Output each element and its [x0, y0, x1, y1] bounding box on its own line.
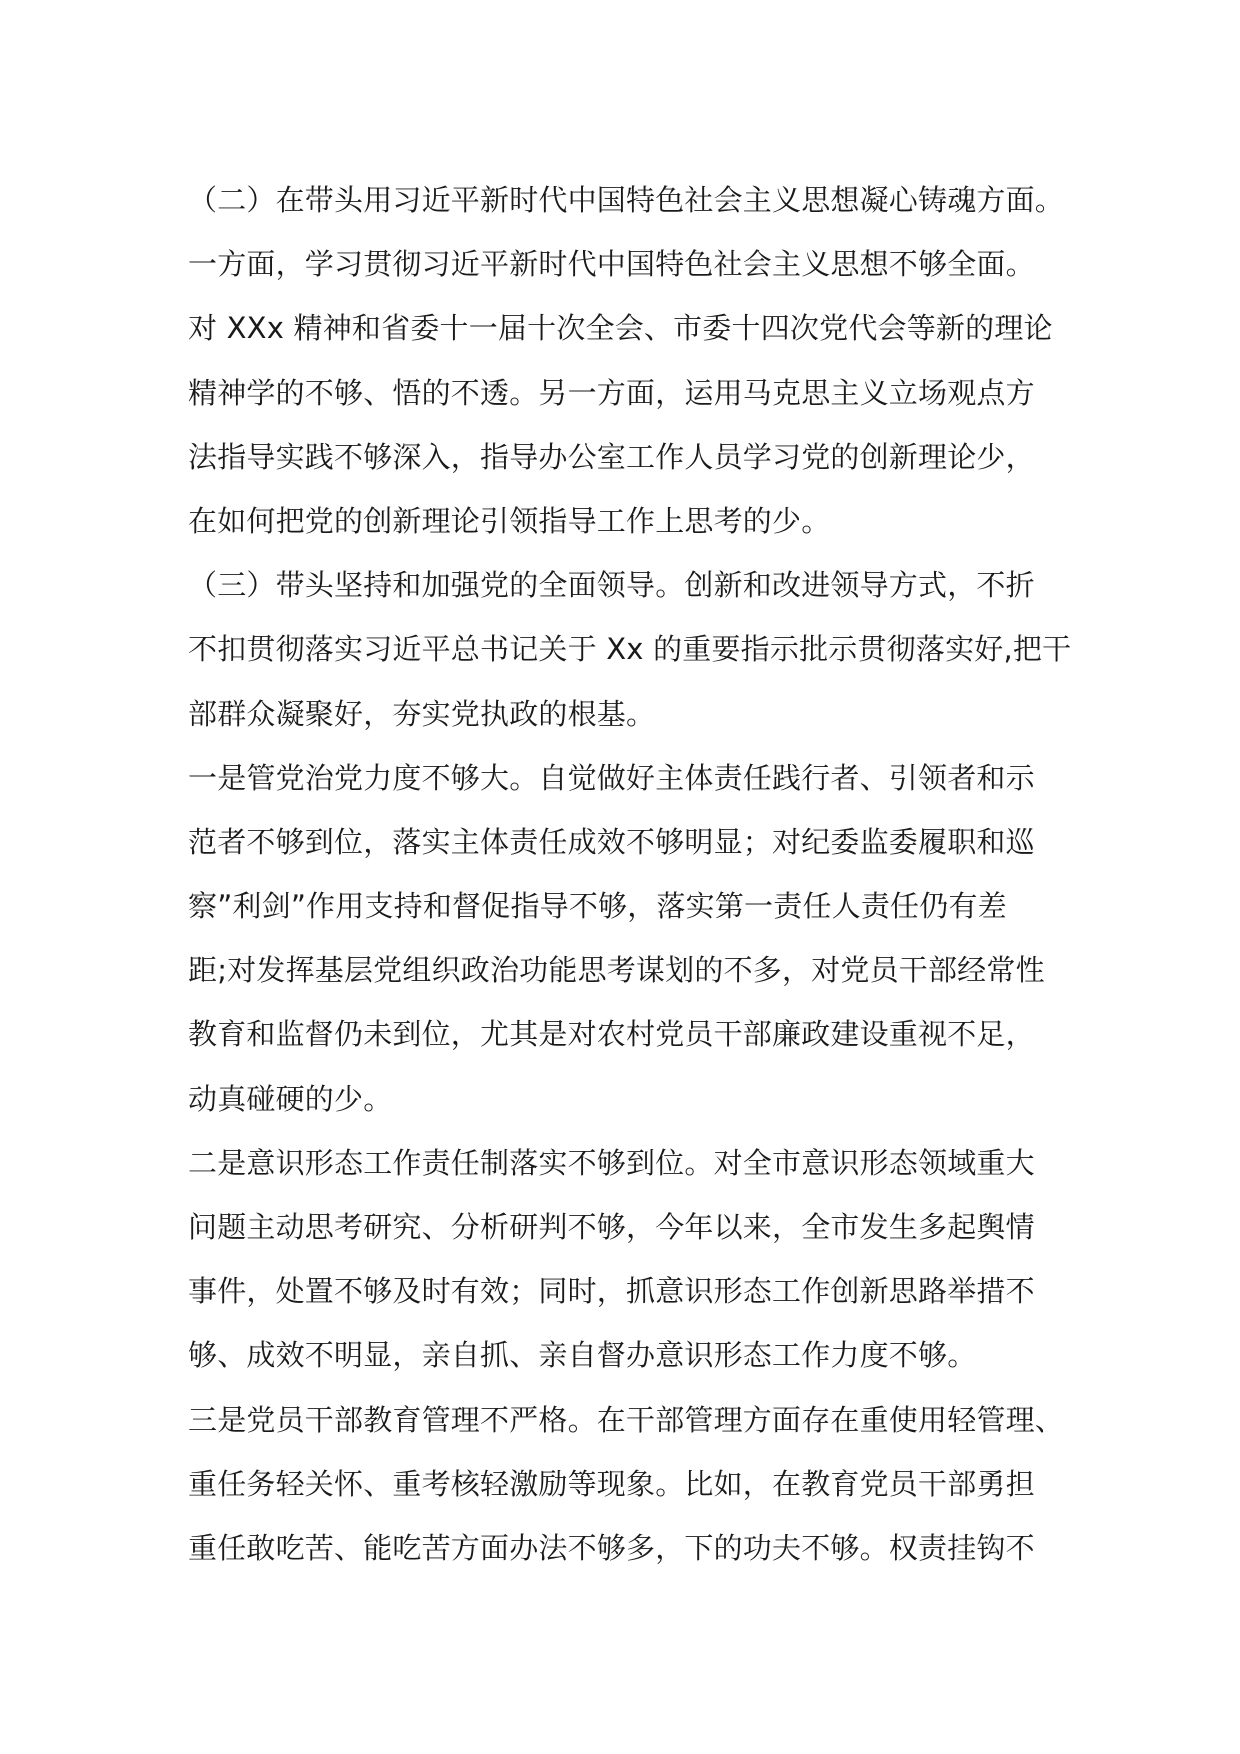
text-line: 动真碰硬的少。 [188, 1081, 393, 1116]
text-line: 范者不够到位，落实主体责任成效不够明显；对纪委监委履职和巡 [188, 824, 1035, 859]
text-line: 部群众凝聚好，夯实党执政的根基。 [188, 696, 656, 731]
text-line: 一方面，学习贯彻习近平新时代中国特色社会主义思想不够全面。 [188, 247, 1035, 282]
text-line: 不扣贯彻落实习近平总书记关于 Xx 的重要指示批示贯彻落实好,把干 [188, 632, 1072, 667]
text-line: 重任敢吃苦、能吃苦方面办法不够多，下的功夫不够。权责挂钩不 [188, 1530, 1035, 1565]
text-line: 教育和监督仍未到位，尤其是对农村党员干部廉政建设重视不足， [188, 1017, 1035, 1052]
text-line: （三）带头坚持和加强党的全面领导。创新和改进领导方式，不折 [188, 568, 1035, 603]
text-line: 对 XXx 精神和省委十一届十次全会、市委十四次党代会等新的理论 [188, 311, 1053, 346]
text-line: 察”利剑”作用支持和督促指导不够，落实第一责任人责任仍有差 [188, 889, 1007, 924]
text-line: 问题主动思考研究、分析研判不够，今年以来，全市发生多起舆情 [188, 1210, 1035, 1244]
text-line: 事件，处置不够及时有效；同时，抓意识形态工作创新思路举措不 [188, 1274, 1035, 1309]
text-line: 在如何把党的创新理论引领指导工作上思考的少。 [188, 503, 831, 538]
text-line: 重任务轻关怀、重考核轻激励等现象。比如，在教育党员干部勇担 [188, 1466, 1035, 1501]
text-line: 一是管党治党力度不够大。自觉做好主体责任践行者、引领者和示 [188, 760, 1035, 795]
text-line: 精神学的不够、悟的不透。另一方面，运用马克思主义立场观点方 [188, 375, 1035, 410]
text-line: （二）在带头用习近平新时代中国特色社会主义思想凝心铸魂方面。 [188, 183, 1065, 217]
text-line: 距;对发挥基层党组织政治功能思考谋划的不多，对党员干部经常性 [188, 953, 1045, 988]
text-line: 够、成效不明显，亲自抓、亲自督办意识形态工作力度不够。 [188, 1338, 977, 1373]
text-line: 法指导实践不够深入，指导办公室工作人员学习党的创新理论少， [188, 439, 1035, 474]
text-line: 二是意识形态工作责任制落实不够到位。对全市意识形态领域重大 [188, 1145, 1035, 1180]
document-body [188, 168, 1088, 1580]
text-line: 三是党员干部教育管理不严格。在干部管理方面存在重使用轻管理、 [188, 1402, 1065, 1437]
